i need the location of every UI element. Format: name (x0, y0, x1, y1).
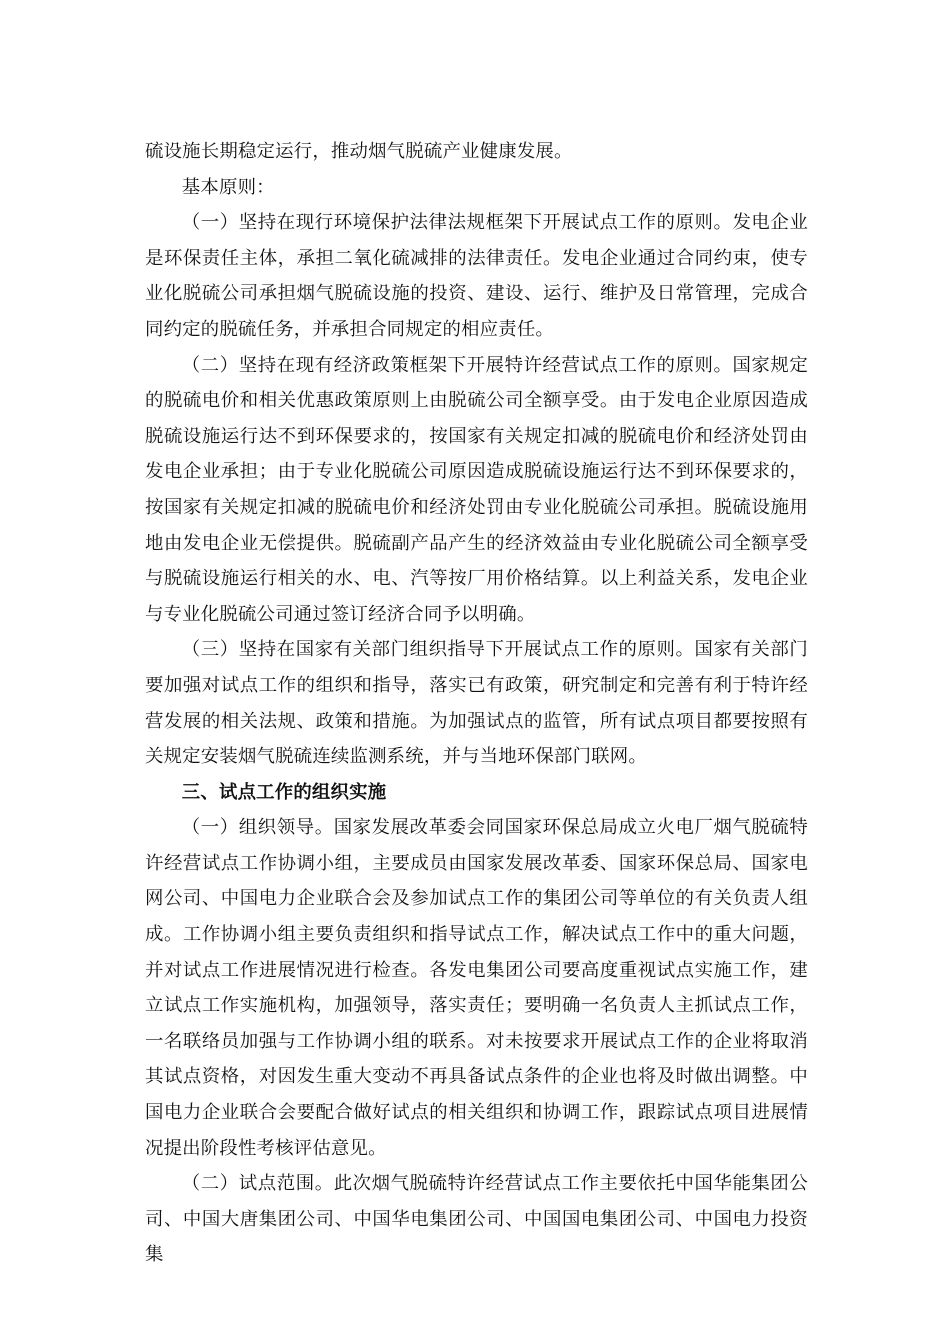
paragraph-pilot-scope: （二）试点范围。此次烟气脱硫特许经营试点工作主要依托中国华能集团公司、中国大唐集团公司、中国华电集团公司、中国国电集团公司、中国电力投资集 (145, 1173, 808, 1266)
paragraph-principle-1: （一）坚持在现行环境保护法律法规框架下开展试点工作的原则。发电企业是环保责任主体，承担二氧化硫减排的法律责任。发电企业通过合同约束，使专业化脱硫公司承担烟气脱硫设施的投资、建设、运行、维护及日常管理，完成合同约定的脱硫任务，并承担合同规定的相应责任。 (145, 212, 808, 340)
paragraph-principle-2: （二）坚持在现有经济政策框架下开展特许经营试点工作的原则。国家规定的脱硫电价和相关优惠政策原则上由脱硫公司全额享受。由于发电企业原因造成脱硫设施运行达不到环保要求的，按国家有关规定扣减的脱硫电价和经济处罚由发电企业承担；由于专业化脱硫公司原因造成脱硫设施运行达不到环保要求的，按国家有关规定扣减的脱硫电价和经济处罚由专业化脱硫公司承担。脱硫设施用地由发电企业无偿提供。脱硫副产品产生的经济效益由专业化脱硫公司全额享受与脱硫设施运行相关的水、电、汽等按厂用价格结算。以上利益关系，发电企业与专业化脱硫公司通过签订经济合同予以明确。 (145, 354, 808, 625)
paragraph-continuation: 硫设施长期稳定运行，推动烟气脱硫产业健康发展。 (145, 141, 573, 162)
paragraph-basic-principles-label: 基本原则： (181, 176, 275, 198)
section-heading-3: 三、试点工作的组织实施 (181, 781, 387, 803)
document-body (145, 134, 808, 1273)
paragraph-principle-3: （三）坚持在国家有关部门组织指导下开展试点工作的原则。国家有关部门要加强对试点工作的组织和指导，落实已有政策，研究制定和完善有利于特许经营发展的相关法规、政策和措施。为加强试点的监管，所有试点项目都要按照有关规定安装烟气脱硫连续监测系统，并与当地环保部门联网。 (145, 639, 808, 768)
paragraph-organization-leadership: （一）组织领导。国家发展改革委会同国家环保总局成立火电厂烟气脱硫特许经营试点工作协调小组，主要成员由国家发展改革委、国家环保总局、国家电网公司、中国电力企业联合会及参加试点工作的集团公司等单位的有关负责人组成。工作协调小组主要负责组织和指导试点工作，解决试点工作中的重大问题，并对试点工作进展情况进行检查。各发电集团公司要高度重视试点实施工作，建立试点工作实施机构，加强领导，落实责任；要明确一名负责人主抓试点工作，一名联络员加强与工作协调小组的联系。对未按要求开展试点工作的企业将取消其试点资格，对因发生重大变动不再具备试点条件的企业也将及时做出调整。中国电力企业联合会要配合做好试点的相关组织和协调工作，跟踪试点项目进展情况提出阶段性考核评估意见。 (145, 817, 808, 1159)
